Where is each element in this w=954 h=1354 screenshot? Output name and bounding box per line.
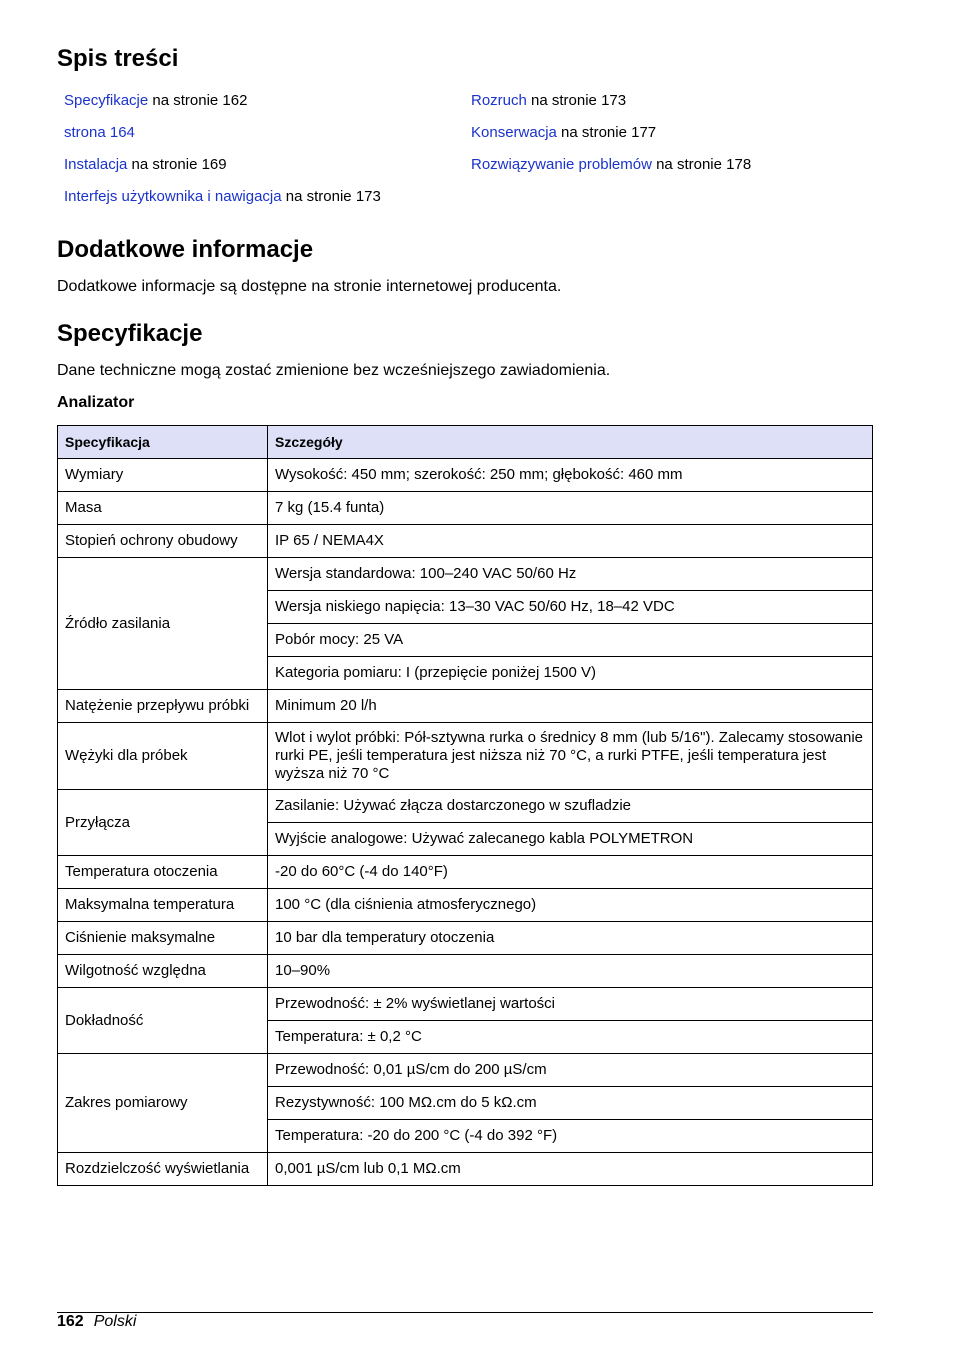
spec-detail-cell: 100 °C (dla ciśnienia atmosferycznego) xyxy=(268,889,873,922)
toc-link-strona-164[interactable]: strona 164 xyxy=(64,124,135,141)
footer-language: Polski xyxy=(93,1313,137,1330)
toc-left-column xyxy=(64,90,381,218)
table-row xyxy=(58,558,873,591)
toc-page-ref: na stronie 173 xyxy=(281,188,381,205)
table-row xyxy=(58,723,873,790)
toc-item xyxy=(64,186,381,218)
toc-link-rozruch[interactable]: Rozruch xyxy=(471,92,527,109)
spec-detail-cell: 0,001 µS/cm lub 0,1 MΩ.cm xyxy=(268,1153,873,1186)
specs-intro: Dane techniczne mogą zostać zmienione bez wcześniejszego zawiadomienia. xyxy=(57,362,611,379)
table-header-row xyxy=(58,426,873,459)
spec-name-cell: Masa xyxy=(58,492,268,525)
toc-item xyxy=(64,122,381,154)
table-row xyxy=(58,922,873,955)
spec-detail-cell: Temperatura: ± 0,2 °C xyxy=(268,1021,873,1054)
spec-name-cell: Wilgotność względna xyxy=(58,955,268,988)
table-row xyxy=(58,856,873,889)
table-row xyxy=(58,790,873,823)
spec-detail-cell: Wersja niskiego napięcia: 13–30 VAC 50/60 Hz, 18–42 VDC xyxy=(268,591,873,624)
footer-divider xyxy=(57,1312,873,1313)
spec-name-cell: Źródło zasilania xyxy=(58,558,268,690)
toc-link-konserwacja[interactable]: Konserwacja xyxy=(471,124,557,141)
spec-detail-cell: IP 65 / NEMA4X xyxy=(268,525,873,558)
spec-detail-cell: Rezystywność: 100 MΩ.cm do 5 kΩ.cm xyxy=(268,1087,873,1120)
table-row xyxy=(58,955,873,988)
spec-table xyxy=(57,425,873,1186)
toc-right-column xyxy=(471,90,751,186)
spec-name-cell: Zakres pomiarowy xyxy=(58,1054,268,1153)
table-row xyxy=(58,1054,873,1087)
spec-name-cell: Maksymalna temperatura xyxy=(58,889,268,922)
toc-item xyxy=(471,90,751,122)
analyzer-subtitle: Analizator xyxy=(57,394,135,411)
spec-name-cell: Dokładność xyxy=(58,988,268,1054)
spec-detail-cell: Kategoria pomiaru: I (przepięcie poniżej 1500 V) xyxy=(268,657,873,690)
page-number: 162 xyxy=(57,1313,84,1330)
table-row xyxy=(58,525,873,558)
table-body xyxy=(58,459,873,1186)
header-details: Szczegóły xyxy=(268,426,873,459)
spec-name-cell: Stopień ochrony obudowy xyxy=(58,525,268,558)
toc-link-rozwiazywanie[interactable]: Rozwiązywanie problemów xyxy=(471,156,652,173)
spec-detail-cell: Zasilanie: Używać złącza dostarczonego w szufladzie xyxy=(268,790,873,823)
toc-page-ref: na stronie 178 xyxy=(651,156,752,173)
table-row xyxy=(58,690,873,723)
additional-info-text: Dodatkowe informacje są dostępne na stronie internetowej producenta. xyxy=(57,278,562,295)
spec-detail-cell: Przewodność: 0,01 µS/cm do 200 µS/cm xyxy=(268,1054,873,1087)
spec-name-cell: Temperatura otoczenia xyxy=(58,856,268,889)
toc-title: Spis treści xyxy=(57,45,179,72)
header-spec: Specyfikacja xyxy=(58,426,268,459)
spec-name-cell: Ciśnienie maksymalne xyxy=(58,922,268,955)
table-row xyxy=(58,988,873,1021)
toc-page-ref: na stronie 173 xyxy=(526,92,627,109)
toc-link-interfejs[interactable]: Interfejs użytkownika i nawigacja xyxy=(64,188,282,205)
toc-item xyxy=(471,122,751,154)
toc-item xyxy=(64,90,381,122)
spec-detail-cell: Wlot i wylot próbki: Pół-sztywna rurka o średnicy 8 mm (lub 5/16"). Zalecamy stosowanie rurki PE, jeśli temperatura jest niższa niż 70 °C, a rurki PTFE, jeśli temperatura jest wyższa niż 70 °C xyxy=(268,723,873,790)
spec-name-cell: Wymiary xyxy=(58,459,268,492)
spec-detail-cell: Pobór mocy: 25 VA xyxy=(268,624,873,657)
table-row xyxy=(58,889,873,922)
table-row xyxy=(58,492,873,525)
spec-name-cell: Przyłącza xyxy=(58,790,268,856)
toc-link-specyfikacje[interactable]: Specyfikacje xyxy=(64,92,149,109)
toc-item xyxy=(471,154,751,186)
spec-detail-cell: Temperatura: -20 do 200 °C (-4 do 392 °F) xyxy=(268,1120,873,1153)
spec-detail-cell: Wyjście analogowe: Używać zalecanego kabla POLYMETRON xyxy=(268,823,873,856)
spec-detail-cell: 10 bar dla temperatury otoczenia xyxy=(268,922,873,955)
specs-title: Specyfikacje xyxy=(57,320,203,347)
toc-page-ref: na stronie 169 xyxy=(127,156,227,173)
toc-link-instalacja[interactable]: Instalacja xyxy=(64,156,128,173)
spec-detail-cell: 10–90% xyxy=(268,955,873,988)
table-row xyxy=(58,459,873,492)
page-footer xyxy=(57,1312,136,1332)
additional-info-title: Dodatkowe informacje xyxy=(57,236,314,263)
spec-name-cell: Wężyki dla próbek xyxy=(58,723,268,790)
spec-detail-cell: 7 kg (15.4 funta) xyxy=(268,492,873,525)
spec-detail-cell: Wysokość: 450 mm; szerokość: 250 mm; głębokość: 460 mm xyxy=(268,459,873,492)
spec-detail-cell: Przewodność: ± 2% wyświetlanej wartości xyxy=(268,988,873,1021)
spec-detail-cell: Wersja standardowa: 100–240 VAC 50/60 Hz xyxy=(268,558,873,591)
toc-item xyxy=(64,154,381,186)
table-row xyxy=(58,1153,873,1186)
spec-detail-cell: -20 do 60°C (-4 do 140°F) xyxy=(268,856,873,889)
spec-detail-cell: Minimum 20 l/h xyxy=(268,690,873,723)
spec-name-cell: Rozdzielczość wyświetlania xyxy=(58,1153,268,1186)
toc-page-ref: na stronie 177 xyxy=(556,124,657,141)
spec-name-cell: Natężenie przepływu próbki xyxy=(58,690,268,723)
toc-page-ref: na stronie 162 xyxy=(148,92,248,109)
